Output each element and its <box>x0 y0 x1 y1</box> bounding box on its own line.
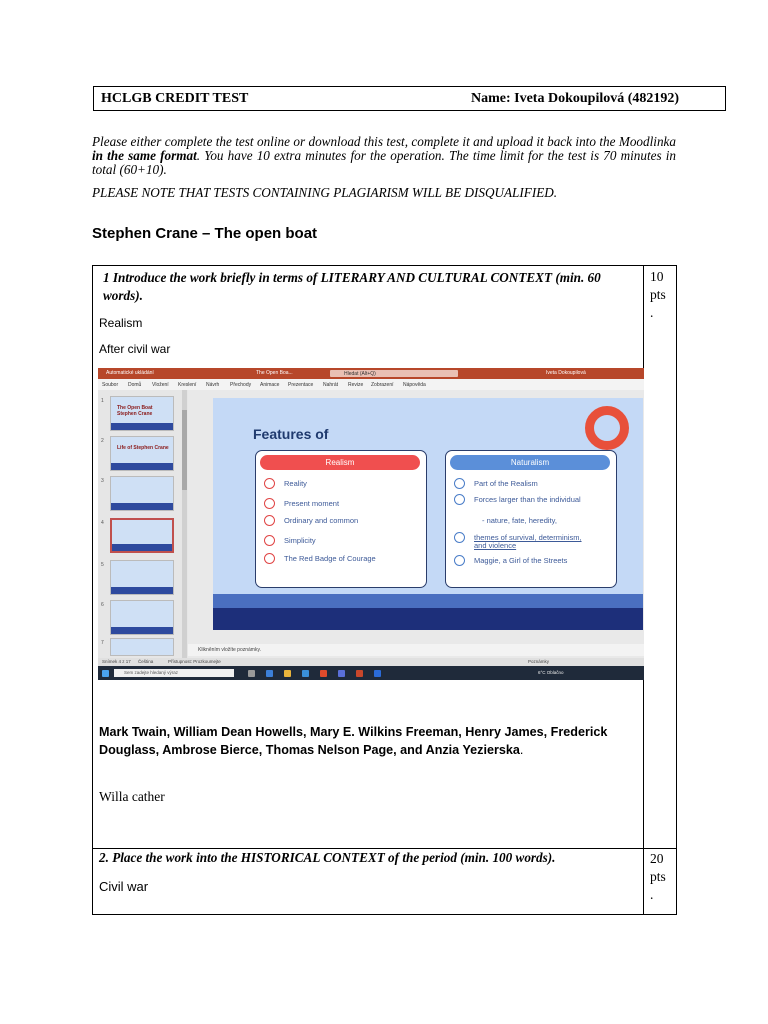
mail-icon <box>302 670 309 677</box>
slide-thumbnail-selected <box>110 518 174 553</box>
naturalism-header: Naturalism <box>450 455 610 470</box>
notes-placeholder: Klikněním vložíte poznámky. <box>198 647 261 653</box>
section-title: Stephen Crane – The open boat <box>92 225 318 242</box>
realism-header: Realism <box>260 455 420 470</box>
points-dot: . <box>650 887 654 902</box>
header-box <box>93 86 726 111</box>
menu-item: Kreslení <box>178 382 197 388</box>
menu-item: Prezentace <box>288 382 314 388</box>
teams-icon <box>338 670 345 677</box>
points-dot: . <box>650 305 654 320</box>
circle-icon <box>264 478 275 489</box>
circle-icon <box>264 535 275 546</box>
weather: 6°C Oblačno <box>538 670 564 675</box>
menu-item: Revize <box>348 382 364 388</box>
menu-item: Domů <box>128 382 142 388</box>
notes-pane <box>188 644 644 656</box>
answer-willa-cather: Willa cather <box>99 789 165 804</box>
points-value: 10 <box>650 269 664 284</box>
embedded-screenshot <box>98 368 644 680</box>
naturalism-card: Naturalism Part of the Realism Forces larger than the individual - nature, fate, heredity, themes of survival, determinism, and violence Maggie, a Girl of the Streets <box>445 450 617 588</box>
taskbar-search: Sem zadejte hledaný výraz <box>114 669 234 677</box>
question-2-points <box>650 850 666 904</box>
circle-icon <box>454 532 465 543</box>
answer-civil-war: Civil war <box>99 879 149 894</box>
notes-button: Poznámky <box>528 659 550 664</box>
windows-taskbar <box>98 666 644 680</box>
menu-item: Nahrát <box>323 382 339 388</box>
realism-card: Realism Reality Present moment Ordinary and common Simplicity The Red Badge of Courage <box>255 450 427 588</box>
language: Čeština <box>138 659 154 664</box>
chrome-icon <box>320 670 327 677</box>
app-icon <box>248 670 255 677</box>
menu-item: Návrh <box>206 382 220 388</box>
circle-icon <box>264 515 275 526</box>
slide-area <box>188 390 644 658</box>
circle-icon <box>264 498 275 509</box>
authors-end: . <box>519 743 524 757</box>
row-divider <box>93 848 676 849</box>
plagiarism-notice: PLEASE NOTE THAT TESTS CONTAINING PLAGIARISM WILL BE DISQUALIFIED. <box>92 185 558 200</box>
windows-icon <box>102 670 109 677</box>
slide-thumbnails: 1 The Open Boat Stephen Crane 2 Life of Stephen Crane 3 4 5 6 7 <box>98 390 188 658</box>
authors-text: Mark Twain, William Dean Howells, Mary E. Wilkins Freeman, Henry James, Frederick Douglass, Ambrose Bierce, Thomas Nelson Page, and Anzia Yezierska <box>99 725 608 757</box>
points-unit: pts <box>650 869 666 884</box>
menu-item: Nápověda <box>403 382 426 388</box>
word-icon <box>374 670 381 677</box>
instructions-bold: in the same format <box>92 148 197 163</box>
thumb-scrollbar <box>182 390 187 658</box>
circle-icon <box>454 478 465 489</box>
slide <box>213 398 643 630</box>
menu-item: Animace <box>260 382 280 388</box>
answer-authors <box>99 723 619 759</box>
points-value: 20 <box>650 851 664 866</box>
slide-title: Features of <box>253 426 329 442</box>
slide-counter: Snímek 4 z 17 <box>102 659 131 664</box>
menu-item: Vložení <box>152 382 169 388</box>
folder-icon <box>284 670 291 677</box>
test-title: HCLGB CREDIT TEST <box>101 91 249 106</box>
menu-item: Soubor <box>102 382 119 388</box>
student-name: Name: Iveta Dokoupilová (482192) <box>471 91 680 106</box>
answer-after-civil-war: After civil war <box>99 342 171 356</box>
file-name: The Open Boa... <box>256 370 293 376</box>
slide-thumbnail: The Open Boat Stephen Crane <box>110 396 174 431</box>
slide-thumbnail <box>110 476 174 511</box>
answer-realism: Realism <box>99 316 143 330</box>
slide-thumbnail <box>110 600 174 635</box>
circle-icon <box>454 494 465 505</box>
instructions <box>92 135 676 177</box>
question-1-points <box>650 268 666 322</box>
edge-icon <box>266 670 273 677</box>
autosave-label: Automatické ukládání <box>106 370 154 376</box>
ppt-search <box>330 370 458 377</box>
status-bar <box>98 658 644 666</box>
instructions-part1: Please either complete the test online or download this test, complete it and upload it back into the Moodlinka <box>92 134 676 149</box>
slide-thumbnail <box>110 560 174 595</box>
ppt-titlebar <box>98 368 644 379</box>
user-name: Iveta Dokoupilová <box>546 370 586 376</box>
powerpoint-icon <box>356 670 363 677</box>
instructions-part2: . You have 10 extra minutes for the operation. The time limit for the test is 70 minutes in total (60+10). <box>92 148 676 177</box>
menu-item: Přechody <box>230 382 252 388</box>
search-placeholder: Hledat (Alt+Q) <box>344 371 376 377</box>
points-unit: pts <box>650 287 666 302</box>
slide-thumbnail: Life of Stephen Crane <box>110 436 174 471</box>
slide-thumbnail <box>110 638 174 656</box>
accessibility: Přístupnost: Prozkoumejte <box>168 659 221 664</box>
question-1: 1 Introduce the work briefly in terms of LITERARY AND CULTURAL CONTEXT (min. 60 words). <box>103 270 601 303</box>
circle-icon <box>264 553 275 564</box>
wave-decoration <box>213 608 643 630</box>
menu-item: Zobrazení <box>371 382 394 388</box>
circle-icon <box>454 555 465 566</box>
question-2: 2. Place the work into the HISTORICAL CONTEXT of the period (min. 100 words). <box>99 850 556 865</box>
